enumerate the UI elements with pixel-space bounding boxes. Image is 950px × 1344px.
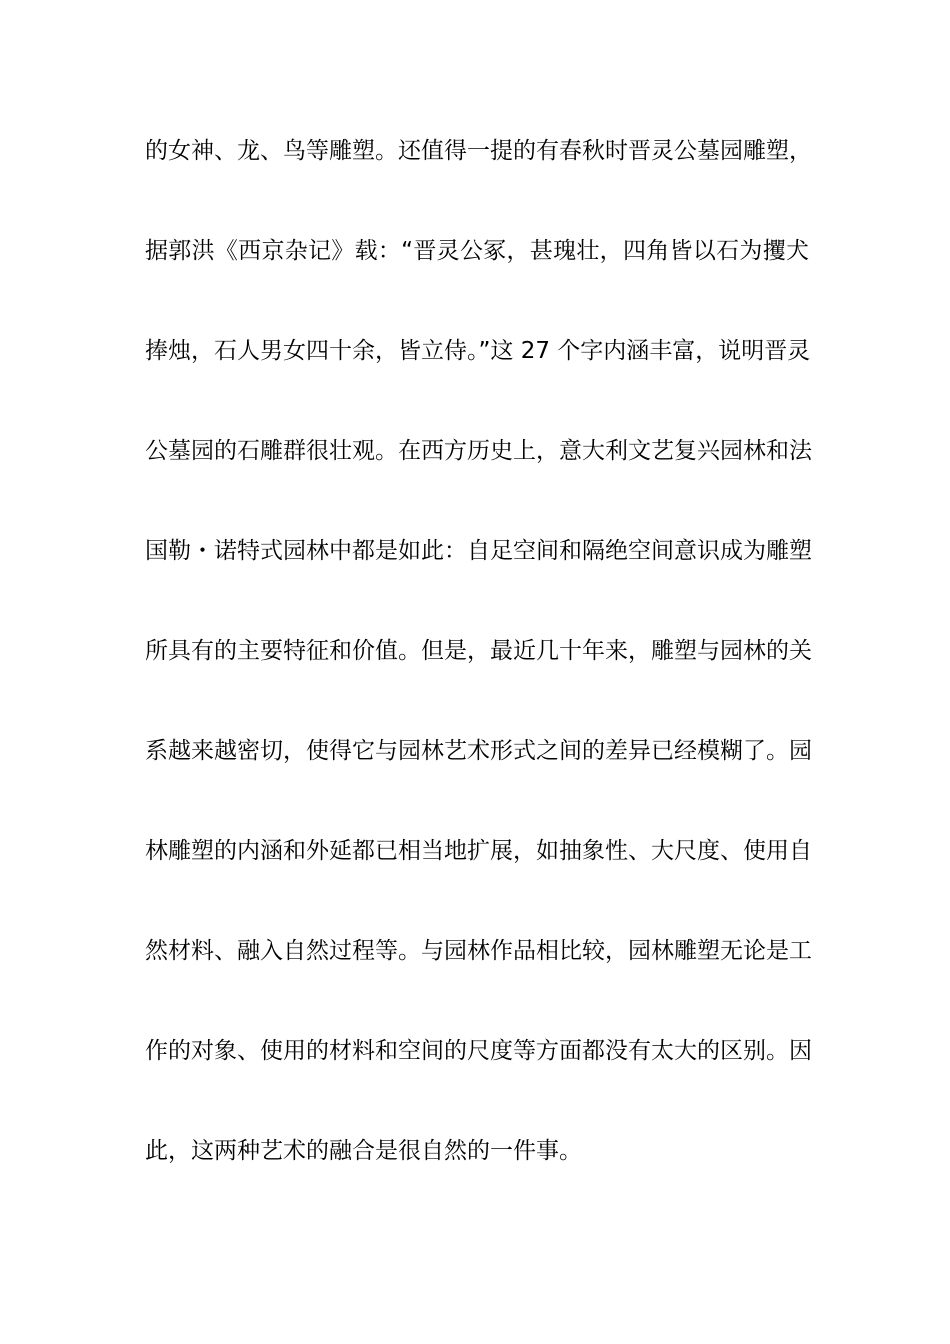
text-line: 林雕塑的内涵和外延都已相当地扩展，如抽象性、大尺度、使用自 <box>145 838 812 864</box>
text-line: 此，这两种艺术的融合是很自然的一件事。 <box>145 1138 582 1164</box>
text-line: 然材料、融入自然过程等。与园林作品相比较，园林雕塑无论是工 <box>145 938 812 964</box>
text-line: 据郭洪《西京杂记》载：“晋灵公冢，甚瑰壮，四角皆以石为攫犬 <box>145 238 809 264</box>
text-line: 捧烛，石人男女四十余，皆立侍。”这 27 个字内涵丰富，说明晋灵 <box>145 338 811 364</box>
text-line: 所具有的主要特征和价值。但是，最近几十年来，雕塑与园林的关 <box>145 638 812 664</box>
body-paragraph <box>145 128 812 1228</box>
text-line: 作的对象、使用的材料和空间的尺度等方面都没有太大的区别。因 <box>145 1038 812 1064</box>
text-line: 系越来越密切，使得它与园林艺术形式之间的差异已经模糊了。园 <box>145 738 812 764</box>
text-line: 的女神、龙、鸟等雕塑。还值得一提的有春秋时晋灵公墓园雕塑， <box>145 138 812 164</box>
text-line: 国勒・诺特式园林中都是如此：自足空间和隔绝空间意识成为雕塑 <box>145 538 812 564</box>
text-line: 公墓园的石雕群很壮观。在西方历史上，意大利文艺复兴园林和法 <box>145 438 812 464</box>
